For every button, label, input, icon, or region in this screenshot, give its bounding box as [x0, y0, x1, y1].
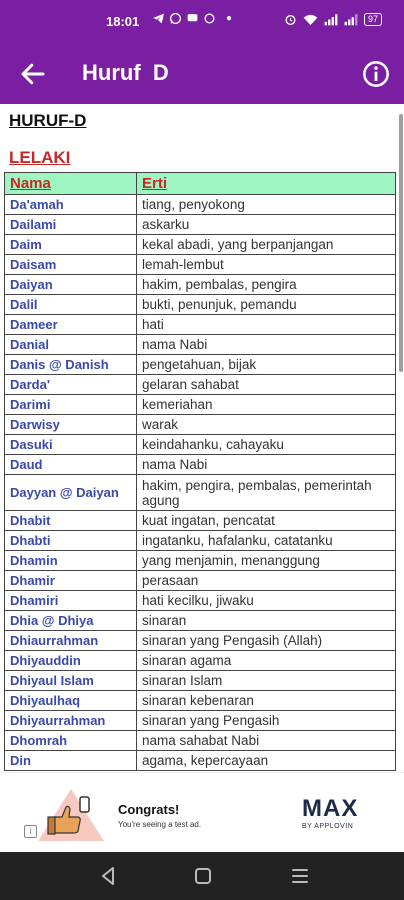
meaning-cell: sinaran Islam [137, 671, 396, 691]
meaning-cell: bukti, penunjuk, pemandu [137, 295, 396, 315]
nav-recents-icon[interactable] [288, 864, 312, 888]
meaning-cell: pengetahuan, bijak [137, 355, 396, 375]
table-row [5, 375, 396, 395]
ad-title: Congrats! [118, 802, 180, 817]
table-row [5, 475, 396, 511]
battery-icon: 97 [364, 13, 382, 26]
table-row [5, 455, 396, 475]
ad-choices-icon[interactable]: i [24, 825, 37, 838]
table-row [5, 355, 396, 375]
name-cell: Dhiyaulhaq [5, 691, 137, 711]
name-cell: Dhamir [5, 571, 137, 591]
table-row [5, 611, 396, 631]
meaning-cell: yang menjamin, menanggung [137, 551, 396, 571]
meaning-cell: nama sahabat Nabi [137, 731, 396, 751]
meaning-cell: nama Nabi [137, 455, 396, 475]
column-header-meaning: Erti [137, 173, 396, 195]
name-cell: Danial [5, 335, 137, 355]
name-cell: Dalil [5, 295, 137, 315]
table-row [5, 435, 396, 455]
meaning-cell: warak [137, 415, 396, 435]
name-cell: Daim [5, 235, 137, 255]
name-cell: Dhamin [5, 551, 137, 571]
table-row [5, 255, 396, 275]
table-row [5, 751, 396, 771]
meaning-cell: hakim, pembalas, pengira [137, 275, 396, 295]
system-nav-bar [0, 852, 404, 900]
table-row [5, 731, 396, 751]
whatsapp-icon [169, 12, 182, 25]
table-row [5, 571, 396, 591]
name-cell: Darda' [5, 375, 137, 395]
notification-icons [152, 12, 232, 25]
ad-logo-sub: BY APPLOVIN [302, 823, 354, 830]
column-header-name: Nama [5, 173, 137, 195]
wifi-icon [303, 13, 318, 26]
name-cell: Dhamiri [5, 591, 137, 611]
meaning-cell: sinaran [137, 611, 396, 631]
table-header-row [5, 173, 396, 195]
status-bar [0, 0, 404, 46]
scrollbar[interactable] [399, 114, 403, 372]
name-cell: Dhiaurrahman [5, 631, 137, 651]
ad-banner[interactable] [0, 772, 404, 852]
table-row [5, 395, 396, 415]
table-row [5, 691, 396, 711]
table-row [5, 235, 396, 255]
name-cell: Danis @ Danish [5, 355, 137, 375]
signal-icon-2 [344, 13, 358, 26]
name-cell: Dailami [5, 215, 137, 235]
applovin-max-logo [302, 795, 378, 837]
cloud-icon [203, 12, 216, 25]
meaning-cell: gelaran sahabat [137, 375, 396, 395]
name-cell: Dhabti [5, 531, 137, 551]
meaning-cell: ingatanku, hafalanku, catatanku [137, 531, 396, 551]
alarm-icon [284, 13, 297, 26]
name-cell: Darimi [5, 395, 137, 415]
name-cell: Dhomrah [5, 731, 137, 751]
table-row [5, 651, 396, 671]
name-cell: Daisam [5, 255, 137, 275]
content-area[interactable] [0, 104, 404, 772]
nav-back-icon[interactable] [96, 864, 120, 888]
name-cell: Dhiyauddin [5, 651, 137, 671]
meaning-cell: askarku [137, 215, 396, 235]
meaning-cell: perasaan [137, 571, 396, 591]
name-cell: Dhiyaul Islam [5, 671, 137, 691]
table-row [5, 315, 396, 335]
chat-icon [186, 12, 199, 25]
info-icon[interactable] [362, 60, 390, 88]
page-title: Huruf D [82, 60, 169, 85]
table-row [5, 295, 396, 315]
table-row [5, 275, 396, 295]
section-heading: LELAKI [9, 148, 71, 167]
name-cell: Daiyan [5, 275, 137, 295]
meaning-cell: kuat ingatan, pencatat [137, 511, 396, 531]
name-cell: Da'amah [5, 195, 137, 215]
table-row [5, 631, 396, 651]
table-row [5, 531, 396, 551]
meaning-cell: hati kecilku, jiwaku [137, 591, 396, 611]
table-row [5, 551, 396, 571]
ad-logo-main: MAX [302, 795, 359, 822]
name-cell: Dhiyaurrahman [5, 711, 137, 731]
table-row [5, 711, 396, 731]
meaning-cell: kemeriahan [137, 395, 396, 415]
names-table [4, 172, 396, 771]
name-cell: Dhabit [5, 511, 137, 531]
meaning-cell: keindahanku, cahayaku [137, 435, 396, 455]
name-cell: Daud [5, 455, 137, 475]
name-cell: Dayyan @ Daiyan [5, 475, 137, 511]
name-cell: Darwisy [5, 415, 137, 435]
meaning-cell: sinaran kebenaran [137, 691, 396, 711]
app-bar [0, 46, 404, 104]
meaning-cell: sinaran agama [137, 651, 396, 671]
nav-home-icon[interactable] [191, 864, 215, 888]
letter-heading: HURUF-D [9, 111, 87, 130]
table-row [5, 511, 396, 531]
table-row [5, 415, 396, 435]
status-time: 18:01 [106, 14, 140, 29]
meaning-cell: hakim, pengira, pembalas, pemerintah agung [137, 475, 396, 511]
ad-subtitle: You're seeing a test ad. [118, 820, 202, 829]
name-cell: Din [5, 751, 137, 771]
meaning-cell: hati [137, 315, 396, 335]
name-cell: Dasuki [5, 435, 137, 455]
telegram-icon [152, 12, 165, 25]
meaning-cell: lemah-lembut [137, 255, 396, 275]
dot-icon: ● [226, 13, 233, 24]
meaning-cell: nama Nabi [137, 335, 396, 355]
table-row [5, 335, 396, 355]
meaning-cell: tiang, penyokong [137, 195, 396, 215]
back-arrow-icon[interactable] [18, 59, 48, 89]
meaning-cell: sinaran yang Pengasih [137, 711, 396, 731]
signal-icon [324, 13, 338, 26]
meaning-cell: sinaran yang Pengasih (Allah) [137, 631, 396, 651]
name-cell: Dameer [5, 315, 137, 335]
table-row [5, 591, 396, 611]
meaning-cell: agama, kepercayaan [137, 751, 396, 771]
table-row [5, 215, 396, 235]
meaning-cell: kekal abadi, yang berpanjangan [137, 235, 396, 255]
table-row [5, 671, 396, 691]
table-row [5, 195, 396, 215]
system-icons [284, 13, 382, 26]
thumbs-up-illustration [36, 787, 106, 843]
name-cell: Dhia @ Dhiya [5, 611, 137, 631]
